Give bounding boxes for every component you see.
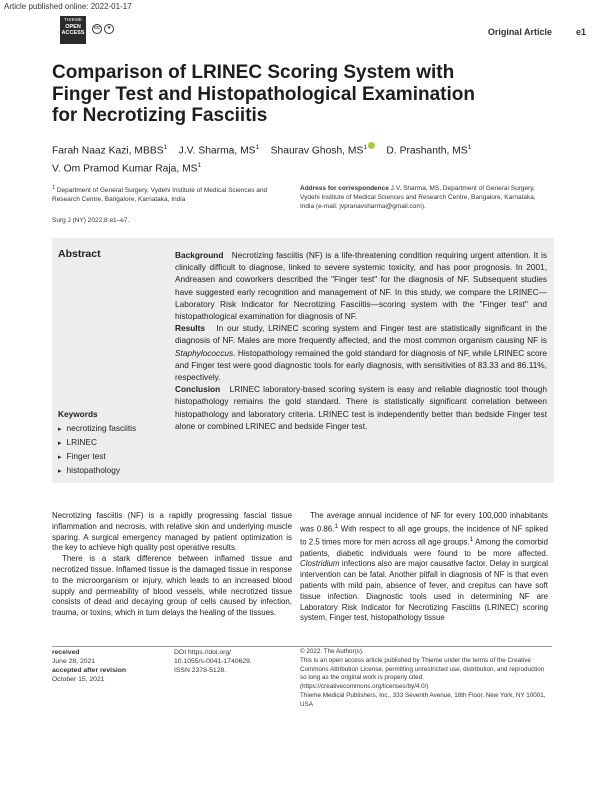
body-paragraph: The average annual incidence of NF for every 100,000 inhabitants was 0.86.$^1$ With respect to all age groups, the incidence of NF spiked to 2.5 times more for men across all age groups.$^1$ Among the comorbid patients, diabetic individuals were found to be more affected. Clostridium infections also are major causative factor. Delay in surgical intervention can be fatal. Another pitfall in diagnosis of NF is that even patients with mild pain, absence of fever, and crepitus can have soft tissue infection. Diagnostic tools used in determining NF are Laboratory Risk Indicator for Necrotizing Fasciitis (LRINEC) scoring system, Finger test, histopathology tissue	[300, 511, 548, 623]
body-left-column	[52, 511, 292, 619]
affiliation: $^1$ Department of General Surgery, Vydehi Institute of Medical Sciences and Research Centre, Bangalore, Karnataka, India	[52, 185, 268, 204]
publication-date: Article published online: 2022-01-17	[4, 2, 132, 11]
attribution-icon: ●	[104, 24, 114, 34]
body-paragraph: Necrotizing fasciitis (NF) is a rapidly progressing fascial tissue inflammation and necrosis, with relative skin and underlying muscle sparing. A surgical emergency managed by patient optimization is the key to achieve high quality post operative results.	[52, 511, 292, 553]
journal-reference: Surg J (NY) 2022;8:e1–e7.	[52, 217, 130, 224]
keyword-item[interactable]: ▸ LRINEC	[58, 436, 136, 450]
doi-link[interactable]: DOI https://doi.org/	[174, 649, 232, 656]
abstract-text	[175, 249, 547, 432]
logo-line-1: THIEME	[63, 17, 83, 22]
logo-line-3: ACCESS	[61, 30, 85, 36]
page-number: e1	[575, 27, 586, 37]
article-type: Original Article	[487, 27, 552, 37]
keywords-list	[58, 422, 136, 478]
doi-info: DOI https://doi.org/ 10.1055/s-0041-1740629. ISSN 2378-5128.	[174, 649, 252, 674]
author-list: Farah Naaz Kazi, MBBS$^1$ J.V. Sharma, $MS^1$ Shaurav Ghosh, $MS^1$ D. Prashanth, $MS^1$ V. Om Pramod Kumar Raja, $MS^1$	[52, 144, 472, 175]
keyword-item[interactable]: ▸ histopathology	[58, 464, 136, 478]
body-paragraph: There is a stark difference between inflamed tissue and necrotized tissue. Inflamed tissue is the damaged tissue in response to the microorganism or injury, which leads to an increased blood supply and permeability of blood vessels, while necrotized tissue consists of dead and decaying group of cells caused by infection, trauma, or toxins, which in turn delays the healing of the tissues.	[52, 554, 292, 618]
thieme-open-access-logo	[60, 16, 86, 44]
author-name: D. Prashanth, MS	[386, 145, 468, 157]
footer-divider	[52, 646, 552, 647]
author-name: J.V. Sharma, MS	[178, 145, 256, 157]
cc-license-icon: cc	[92, 24, 102, 34]
keywords-heading: Keywords	[58, 409, 98, 419]
body-right-column	[300, 511, 548, 624]
author-name: Shaurav Ghosh, MS	[270, 145, 364, 157]
author-name: Farah Naaz Kazi, MBBS	[52, 145, 164, 157]
copyright-license: © 2022. The Author(s). This is an open access article published by Thieme under the terms of the Creative Commons Attribution License, permitting unrestricted use, distribution, and reproduction so long as the original work is properly cited. (https://creativecommons.org/licenses/by/4.0/) Thieme Medical Publishers, Inc., 333 Seventh Avenue, 18th Floor, New York, NY 10001, USA	[300, 648, 546, 708]
abstract-background: Background Necrotizing fasciitis (NF) is a life-threatening condition requiring urgent attention. It is clinically difficult to diagnose, linked to severe systemic toxicity, and has poor prognosis. In 2001, Andreasen and coworkers described the "Finger test" for the diagnosis of NF. Subsequent studies have suggested early recognition and management of NF. In this study, we compare the LRINEC—Laboratory Risk Indicator for Necrotizing Fasciitis—scoring system with the "Finger test" and histopathological examination for diagnosis of NF.	[175, 250, 547, 322]
correspondence-address: Address for correspondence J.V. Sharma, MS, Department of General Surgery, Vydehi Institute of Medical Sciences and Research Centre, Bangalore, Karnataka, India (e-mail: jvpranavsharma@gmail.com).	[300, 185, 536, 210]
article-title: Comparison of LRINEC Scoring System with Finger Test and Histopathological Examination for Necrotizing Fasciitis	[52, 62, 475, 126]
abstract-heading: Abstract	[58, 248, 101, 260]
orcid-icon[interactable]	[368, 142, 375, 149]
logo-line-2: OPEN	[65, 23, 81, 30]
abstract-conclusion: Conclusion LRINEC laboratory-based scoring system is easy and reliable diagnostic tool though histopathology remains the gold standard. There is statistically significant correlation between histopathology and laboratory criteria. LRINEC test is independently better than bedside Finger test alone or combined LRINEC and bedside Finger test.	[175, 384, 547, 431]
author-name: V. Om Pramod Kumar Raja, MS	[52, 163, 198, 175]
received-dates: received June 28, 2021 accepted after revision October 15, 2021	[52, 649, 127, 683]
keyword-item[interactable]: ▸ necrotizing fasciitis	[58, 422, 136, 436]
abstract-results: Results In our study, LRINEC scoring system and Finger test are statistically significant in the diagnosis of NF. Males are more frequently affected, and the most common organism causing NF is Staphylococcus. Histopathology remained the gold standard for diagnosis of NF, while LRINEC score and Finger test were good diagnostic tools for early diagnosis, with sensitivities of 83.33 and 86.11%, respectively.	[175, 323, 547, 383]
keyword-item[interactable]: ▸ Finger test	[58, 450, 136, 464]
